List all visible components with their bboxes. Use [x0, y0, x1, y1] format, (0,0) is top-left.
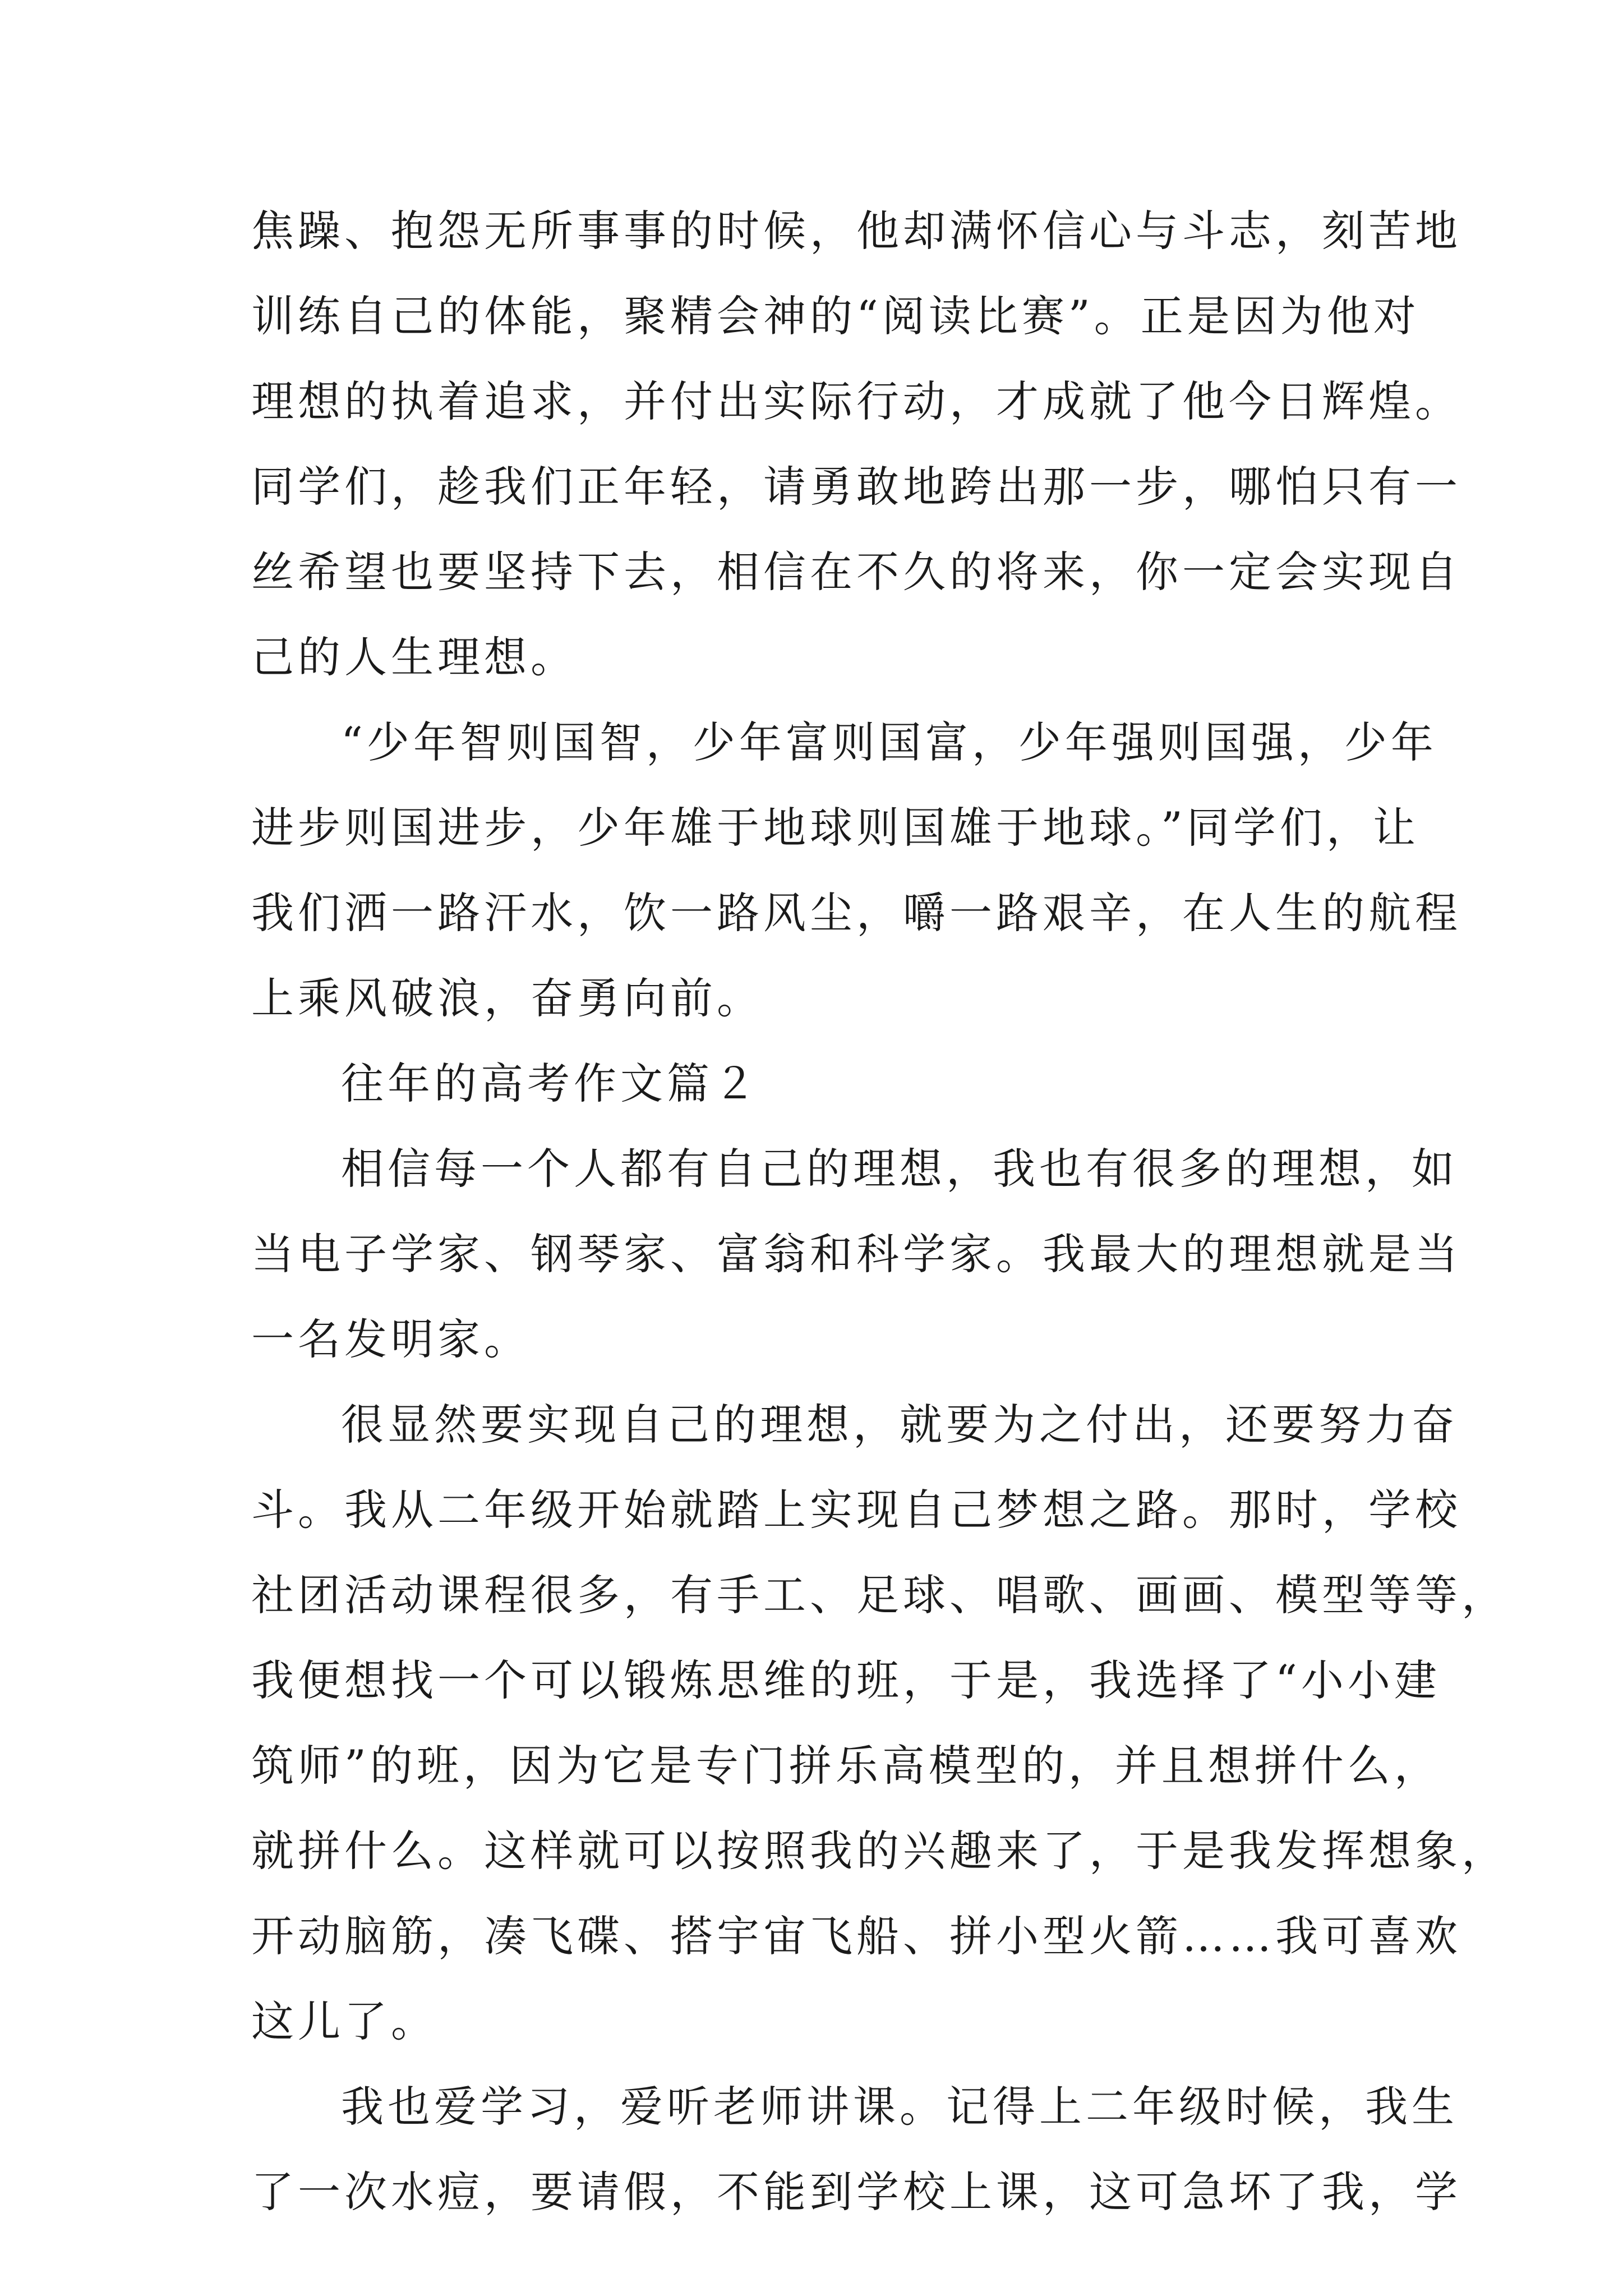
text-line-17: 社团活动课程很多，有手工、足球、唱歌、画画、模型等等， [251, 1570, 1508, 1620]
text-line-20: 就拼什么。这样就可以按照我的兴趣来了，于是我发挥想象， [251, 1826, 1508, 1876]
text-line-5: 丝希望也要坚持下去，相信在不久的将来，你一定会实现自 [251, 547, 1461, 597]
text-line-6: 己的人生理想。 [251, 632, 577, 682]
text-line-14: 一名发明家。 [251, 1314, 531, 1364]
text-line-10: 上乘风破浪，奋勇向前。 [251, 973, 763, 1023]
text-line-9: 我们洒一路汗水，饮一路风尘，嚼一路艰辛，在人生的航程 [251, 888, 1461, 938]
text-line-23: 我也爱学习，爱听老师讲课。记得上二年级时候，我生 [341, 2082, 1458, 2132]
text-line-18: 我便想找一个可以锻炼思维的班，于是，我选择了“小小建 [251, 1655, 1441, 1705]
section-heading: 往年的高考作文篇２ [341, 1059, 760, 1108]
text-line-22: 这儿了。 [251, 1996, 437, 2046]
text-line-19: 筑师”的班，因为它是专门拼乐高模型的，并且想拼什么， [251, 1741, 1441, 1791]
text-line-1: 焦躁、抱怨无所事事的时候，他却满怀信心与斗志，刻苦地 [251, 206, 1461, 256]
text-line-2: 训练自己的体能，聚精会神的“阅读比赛”。正是因为他对 [251, 291, 1420, 341]
text-line-8: 进步则国进步，少年雄于地球则国雄于地球。”同学们，让 [251, 803, 1419, 853]
text-line-13: 当电子学家、钢琴家、富翁和科学家。我最大的理想就是当 [251, 1229, 1461, 1279]
text-line-4: 同学们，趁我们正年轻，请勇敢地跨出那一步，哪怕只有一 [251, 462, 1461, 512]
text-line-16: 斗。我从二年级开始就踏上实现自己梦想之路。那时，学校 [251, 1485, 1461, 1535]
text-line-12: 相信每一个人都有自己的理想，我也有很多的理想，如 [341, 1144, 1458, 1194]
text-line-15: 很显然要实现自己的理想，就要为之付出，还要努力奋 [341, 1400, 1458, 1450]
text-line-7: “少年智则国智，少年富则国富，少年强则国强，少年 [341, 717, 1437, 767]
text-line-24: 了一次水痘，要请假，不能到学校上课，这可急坏了我，学 [251, 2167, 1461, 2217]
text-line-3: 理想的执着追求，并付出实际行动，才成就了他今日辉煌。 [251, 376, 1461, 426]
text-line-21: 开动脑筋，凑飞碟、搭宇宙飞船、拼小型火箭……我可喜欢 [251, 1911, 1461, 1961]
